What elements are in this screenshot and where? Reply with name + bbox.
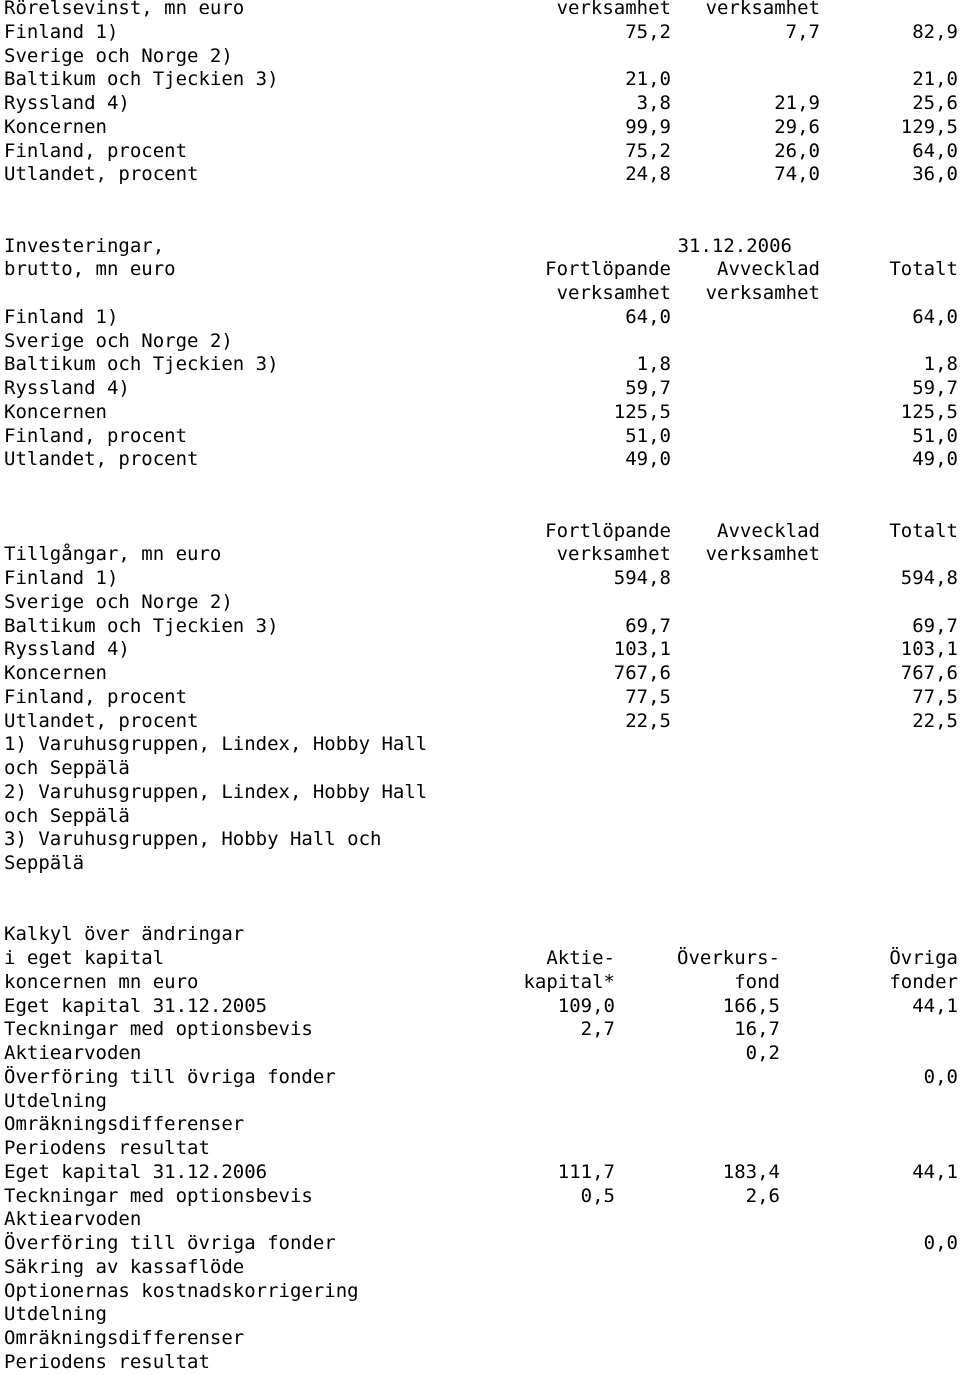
cell-value: 767,6 bbox=[900, 662, 958, 684]
cell-value: 103,1 bbox=[900, 638, 958, 661]
table-row bbox=[4, 1042, 958, 1066]
cell-value: 77,5 bbox=[912, 685, 958, 708]
table-row bbox=[4, 1256, 958, 1280]
column-header: Fortlöpande bbox=[545, 519, 671, 542]
footnotes bbox=[4, 733, 958, 876]
cell-value: 64,0 bbox=[912, 305, 958, 328]
column-header: Avvecklad bbox=[717, 258, 820, 281]
document-page bbox=[4, 0, 958, 1375]
column-header: fond bbox=[734, 970, 780, 993]
cell-value: 0,2 bbox=[745, 1042, 780, 1064]
cell-value: 69,7 bbox=[912, 614, 958, 637]
table-row bbox=[4, 1090, 958, 1114]
row-label: Finland 1) bbox=[4, 567, 119, 589]
column-header: fonder bbox=[889, 970, 958, 993]
table-row bbox=[4, 21, 958, 45]
cell-value: 36,0 bbox=[912, 163, 958, 186]
table-row bbox=[4, 1066, 958, 1090]
table-header-row bbox=[4, 258, 958, 282]
cell-value: 75,2 bbox=[625, 20, 671, 43]
cell-value: 21,0 bbox=[912, 68, 958, 91]
cell-value: 21,9 bbox=[774, 92, 820, 114]
row-label: Utdelning bbox=[4, 1089, 107, 1112]
row-label: Finland, procent bbox=[4, 139, 188, 162]
table-row bbox=[4, 591, 958, 615]
cell-value: 166,5 bbox=[722, 994, 780, 1017]
cell-value: 29,6 bbox=[774, 115, 820, 138]
column-header: verksamhet bbox=[556, 543, 671, 566]
table-title: brutto, mn euro bbox=[4, 258, 176, 281]
row-label: Sverige och Norge 2) bbox=[4, 44, 233, 67]
column-header: Överkurs- bbox=[677, 947, 780, 969]
table-row bbox=[4, 68, 958, 92]
table-row bbox=[4, 662, 958, 686]
cell-value: 1,8 bbox=[636, 353, 671, 376]
cell-value: 594,8 bbox=[613, 567, 671, 589]
cell-value: 21,0 bbox=[625, 68, 671, 91]
table-row bbox=[4, 92, 958, 116]
table-title: Rörelsevinst, mn euro bbox=[4, 0, 245, 19]
column-header: kapital* bbox=[523, 970, 615, 993]
table-row bbox=[4, 448, 958, 472]
row-label: Baltikum och Tjeckien 3) bbox=[4, 68, 279, 91]
row-label: Finland, procent bbox=[4, 424, 188, 447]
table-header-row bbox=[4, 235, 958, 259]
cell-value: 0,5 bbox=[580, 1184, 615, 1207]
footnote-line: 1) Varuhusgruppen, Lindex, Hobby Hall bbox=[4, 733, 428, 756]
cell-value: 49,0 bbox=[912, 448, 958, 471]
row-label: Omräkningsdifferenser bbox=[4, 1113, 245, 1136]
cell-value: 767,6 bbox=[613, 662, 671, 684]
row-label: Koncernen bbox=[4, 662, 107, 684]
footnote-line: Seppälä bbox=[4, 852, 85, 874]
row-label: Utlandet, procent bbox=[4, 709, 199, 732]
table-row bbox=[4, 567, 958, 591]
table-row bbox=[4, 1137, 958, 1161]
column-header: verksamhet bbox=[705, 543, 820, 566]
cell-value: 75,2 bbox=[625, 139, 671, 162]
row-label: Utlandet, procent bbox=[4, 163, 199, 186]
cell-value: 3,8 bbox=[636, 92, 671, 114]
row-label: Periodens resultat bbox=[4, 1350, 210, 1373]
row-label: Ryssland 4) bbox=[4, 377, 130, 399]
row-label: Eget kapital 31.12.2006 bbox=[4, 1160, 268, 1183]
column-header: Totalt bbox=[889, 258, 958, 281]
table-row bbox=[4, 401, 958, 425]
cell-value: 111,7 bbox=[557, 1160, 615, 1183]
column-header: verksamhet bbox=[556, 0, 671, 19]
cell-value: 103,1 bbox=[613, 638, 671, 661]
table-row bbox=[4, 377, 958, 401]
row-label: Koncernen bbox=[4, 115, 107, 138]
column-header: Fortlöpande bbox=[545, 258, 671, 281]
column-header: Avvecklad bbox=[717, 519, 820, 542]
cell-value: 7,7 bbox=[785, 20, 820, 43]
cell-value: 82,9 bbox=[912, 20, 958, 43]
row-label: Aktiearvoden bbox=[4, 1208, 142, 1231]
table-row bbox=[4, 615, 958, 639]
row-label: Sverige och Norge 2) bbox=[4, 590, 233, 613]
row-label: Finland, procent bbox=[4, 685, 188, 708]
table-header-row bbox=[4, 923, 958, 947]
cell-value: 99,9 bbox=[625, 115, 671, 138]
column-header: verksamhet bbox=[705, 0, 820, 19]
cell-value: 125,5 bbox=[613, 400, 671, 423]
cell-value: 69,7 bbox=[625, 614, 671, 637]
table-row bbox=[4, 995, 958, 1019]
cell-value: 49,0 bbox=[625, 448, 671, 471]
row-label: Teckningar med optionsbevis bbox=[4, 1018, 313, 1041]
row-label: Optionernas kostnadskorrigering bbox=[4, 1279, 359, 1302]
equity-changes-table bbox=[4, 923, 958, 1374]
row-label: Överföring till övriga fonder bbox=[4, 1065, 336, 1088]
cell-value: 51,0 bbox=[912, 424, 958, 447]
cell-value: 183,4 bbox=[722, 1160, 780, 1183]
footnote-line: 2) Varuhusgruppen, Lindex, Hobby Hall bbox=[4, 780, 428, 803]
cell-value: 77,5 bbox=[625, 685, 671, 708]
row-label: Aktiearvoden bbox=[4, 1042, 142, 1064]
table-row bbox=[4, 1018, 958, 1042]
footnote-line: och Seppälä bbox=[4, 804, 130, 827]
table-row bbox=[4, 1303, 958, 1327]
cell-value: 24,8 bbox=[625, 163, 671, 186]
cell-value: 44,1 bbox=[912, 1160, 958, 1183]
cell-value: 64,0 bbox=[625, 305, 671, 328]
table-date: 31.12.2006 bbox=[677, 234, 792, 257]
footnote-line: 3) Varuhusgruppen, Hobby Hall och bbox=[4, 828, 382, 851]
table-title: koncernen mn euro bbox=[4, 970, 199, 993]
row-label: Omräkningsdifferenser bbox=[4, 1327, 245, 1349]
table-row bbox=[4, 353, 958, 377]
row-label: Överföring till övriga fonder bbox=[4, 1232, 336, 1254]
cell-value: 22,5 bbox=[912, 709, 958, 732]
column-header: Aktie- bbox=[546, 947, 615, 969]
cell-value: 44,1 bbox=[912, 994, 958, 1017]
cell-value: 64,0 bbox=[912, 139, 958, 162]
column-header: Övriga bbox=[889, 947, 958, 969]
table-title: Tillgångar, mn euro bbox=[4, 543, 222, 566]
row-label: Baltikum och Tjeckien 3) bbox=[4, 614, 279, 637]
row-label: Säkring av kassaflöde bbox=[4, 1255, 245, 1278]
table-row bbox=[4, 1161, 958, 1185]
cell-value: 594,8 bbox=[900, 567, 958, 589]
cell-value: 129,5 bbox=[900, 115, 958, 138]
table-title: i eget kapital bbox=[4, 947, 165, 969]
table-header-row bbox=[4, 543, 958, 567]
row-label: Koncernen bbox=[4, 400, 107, 423]
cell-value: 51,0 bbox=[625, 424, 671, 447]
table-header-row bbox=[4, 0, 958, 21]
row-label: Finland 1) bbox=[4, 20, 119, 43]
table-row bbox=[4, 638, 958, 662]
table-row bbox=[4, 686, 958, 710]
table-row bbox=[4, 1208, 958, 1232]
table-row bbox=[4, 425, 958, 449]
table-header-row bbox=[4, 282, 958, 306]
row-label: Teckningar med optionsbevis bbox=[4, 1184, 313, 1207]
table-row bbox=[4, 710, 958, 734]
cell-value: 125,5 bbox=[900, 400, 958, 423]
table-title: Kalkyl över ändringar bbox=[4, 923, 245, 946]
operating-profit-table bbox=[4, 0, 958, 187]
table-row bbox=[4, 306, 958, 330]
table-row bbox=[4, 1351, 958, 1375]
table-row bbox=[4, 330, 958, 354]
cell-value: 25,6 bbox=[912, 92, 958, 114]
row-label: Ryssland 4) bbox=[4, 638, 130, 661]
table-row bbox=[4, 1185, 958, 1209]
cell-value: 59,7 bbox=[625, 377, 671, 399]
row-label: Utlandet, procent bbox=[4, 448, 199, 471]
table-title: Investeringar, bbox=[4, 234, 165, 257]
column-header: verksamhet bbox=[556, 282, 671, 304]
cell-value: 74,0 bbox=[774, 163, 820, 186]
table-row bbox=[4, 1280, 958, 1304]
investments-table bbox=[4, 235, 958, 473]
row-label: Ryssland 4) bbox=[4, 92, 130, 114]
row-label: Utdelning bbox=[4, 1303, 107, 1326]
column-header: verksamhet bbox=[705, 282, 820, 304]
table-row bbox=[4, 163, 958, 187]
cell-value: 2,7 bbox=[580, 1018, 615, 1041]
table-row bbox=[4, 140, 958, 164]
table-row bbox=[4, 116, 958, 140]
cell-value: 109,0 bbox=[557, 994, 615, 1017]
cell-value: 1,8 bbox=[923, 353, 958, 376]
footnote-line: och Seppälä bbox=[4, 757, 130, 779]
cell-value: 0,0 bbox=[923, 1232, 958, 1254]
cell-value: 16,7 bbox=[734, 1018, 780, 1041]
row-label: Finland 1) bbox=[4, 305, 119, 328]
table-row bbox=[4, 1113, 958, 1137]
table-header-row bbox=[4, 947, 958, 971]
row-label: Sverige och Norge 2) bbox=[4, 329, 233, 352]
cell-value: 26,0 bbox=[774, 139, 820, 162]
table-row bbox=[4, 1327, 958, 1351]
table-row bbox=[4, 45, 958, 69]
table-header-row bbox=[4, 520, 958, 544]
cell-value: 0,0 bbox=[923, 1065, 958, 1088]
cell-value: 2,6 bbox=[745, 1184, 780, 1207]
column-header: Totalt bbox=[889, 519, 958, 542]
row-label: Periodens resultat bbox=[4, 1137, 210, 1159]
row-label: Eget kapital 31.12.2005 bbox=[4, 994, 268, 1017]
cell-value: 22,5 bbox=[625, 709, 671, 732]
table-header-row bbox=[4, 971, 958, 995]
assets-table bbox=[4, 520, 958, 876]
table-row bbox=[4, 1232, 958, 1256]
cell-value: 59,7 bbox=[912, 377, 958, 399]
row-label: Baltikum och Tjeckien 3) bbox=[4, 353, 279, 376]
